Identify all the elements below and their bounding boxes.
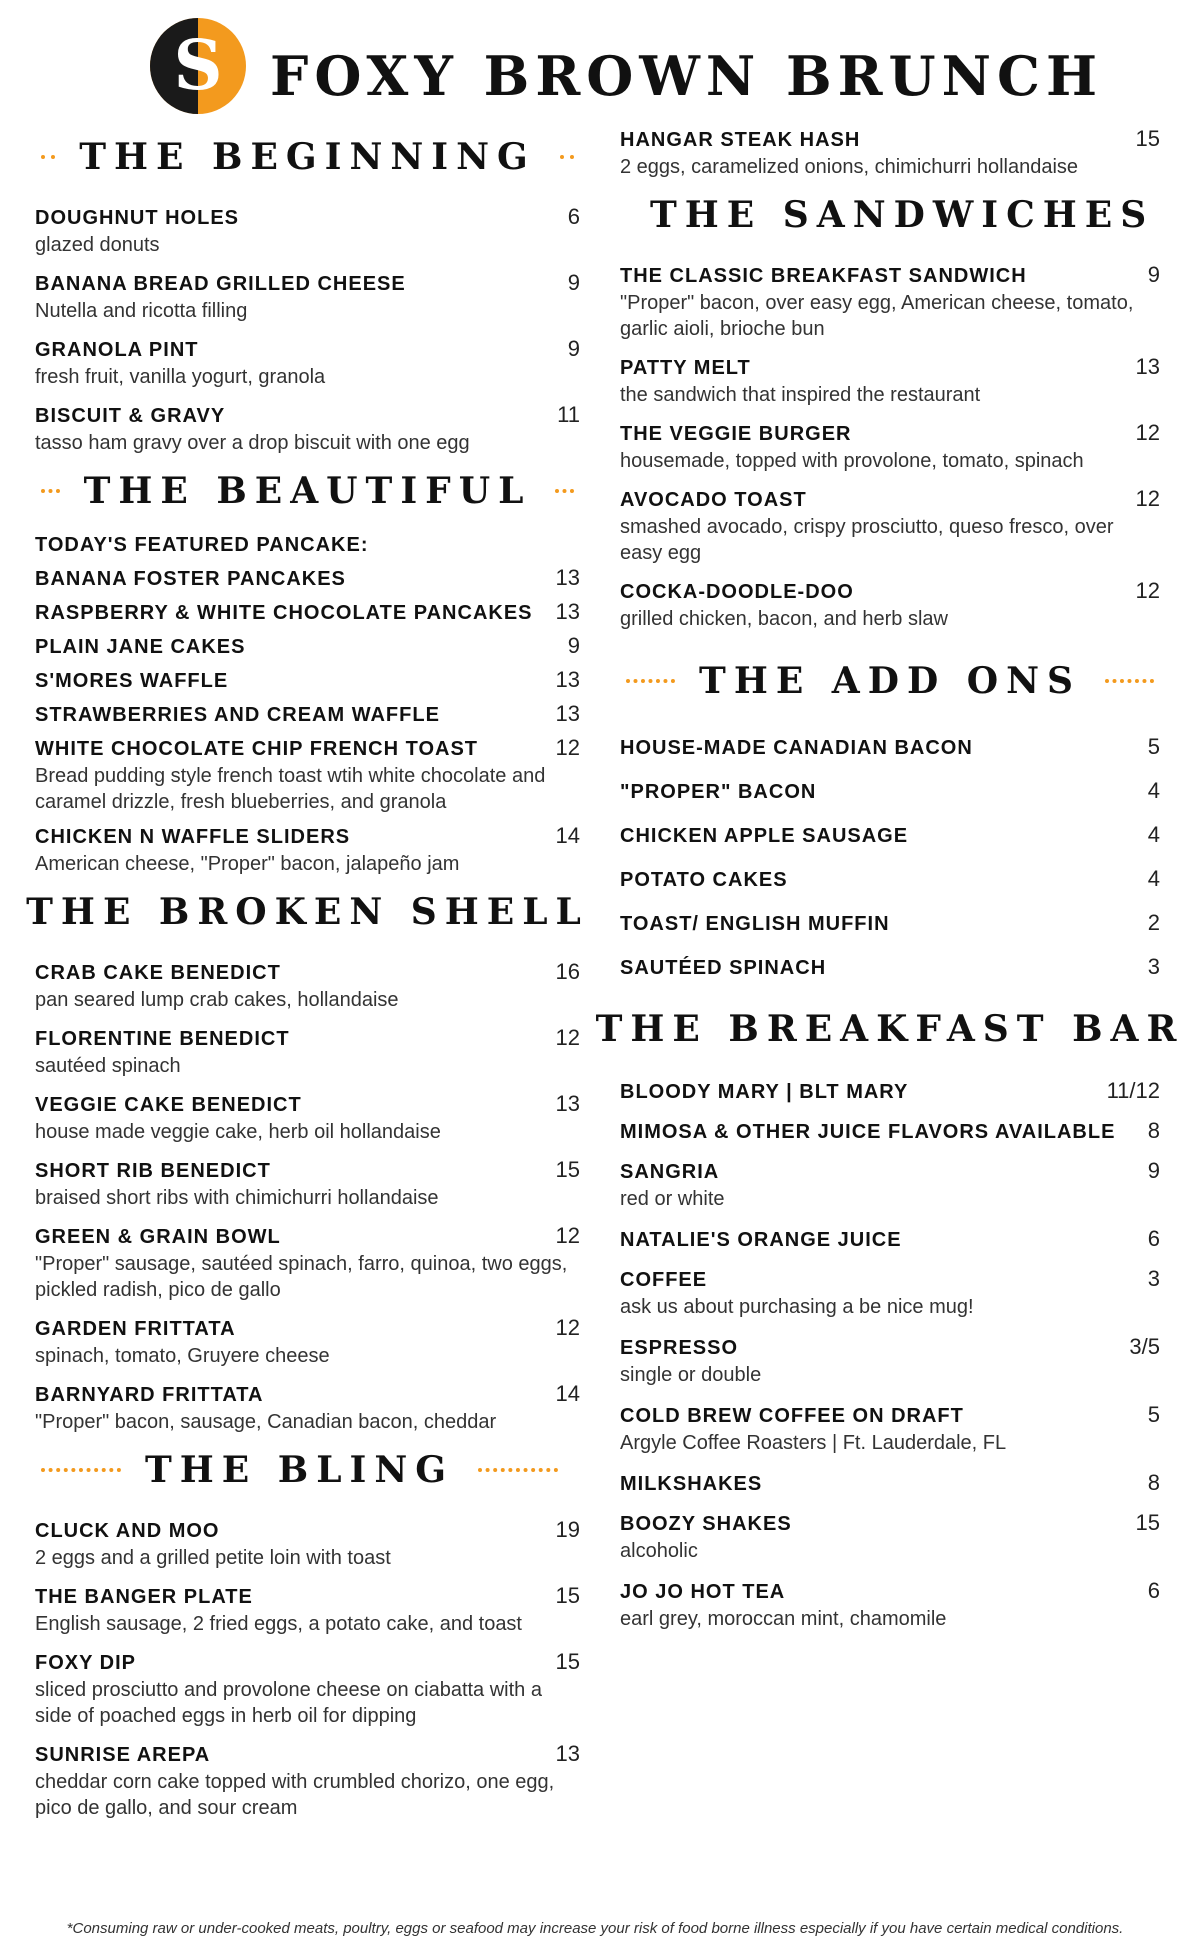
food-safety-disclaimer: *Consuming raw or under-cooked meats, poultry, eggs or seafood may increase your risk of food borne illness especially if you have certain medical conditions. — [66, 1920, 1124, 1937]
item-price: 13 — [1135, 354, 1160, 379]
item-name: COCKA-DOODLE-DOO — [620, 581, 854, 603]
item-name: ESPRESSO — [620, 1337, 739, 1359]
item-description: single or double — [620, 1364, 762, 1386]
section-title: THE SANDWICHES — [650, 194, 1155, 236]
menu-item — [35, 667, 580, 693]
menu-item — [620, 954, 1160, 980]
section-broken-shell — [26, 877, 589, 1435]
item-name: RASPBERRY & WHITE CHOCOLATE PANCAKES — [35, 602, 533, 624]
item-price: 6 — [567, 204, 580, 229]
dotted-divider — [41, 489, 60, 493]
item-name: COLD BREW COFFEE ON DRAFT — [620, 1405, 964, 1427]
menu-item — [35, 1157, 580, 1211]
item-name: TODAY'S FEATURED PANCAKE: — [35, 534, 369, 556]
item-description: "Proper" sausage, sautéed spinach, farro, quinoa, two eggs, pickled radish, pico de gallo — [35, 1253, 568, 1301]
section-title: THE BREAKFAST BAR — [595, 1008, 1185, 1050]
section-header — [26, 877, 589, 947]
item-price: 5 — [1147, 1402, 1160, 1427]
item-price: 15 — [1135, 1510, 1160, 1535]
item-name: BARNYARD FRITTATA — [35, 1384, 264, 1406]
item-price: 12 — [555, 1315, 580, 1340]
item-name: PATTY MELT — [620, 357, 751, 379]
menu-item — [35, 1741, 580, 1821]
item-name: FLORENTINE BENEDICT — [35, 1028, 290, 1050]
item-description: braised short ribs with chimichurri hollandaise — [35, 1187, 439, 1209]
menu-item — [35, 1583, 580, 1637]
item-price: 4 — [1147, 778, 1160, 803]
item-price: 12 — [555, 1025, 580, 1050]
item-list — [35, 959, 580, 1435]
fox-logo-icon — [150, 18, 246, 114]
item-name: SUNRISE AREPA — [35, 1744, 211, 1766]
menu-item — [35, 1649, 580, 1729]
menu-item — [35, 633, 580, 659]
menu-item — [620, 486, 1160, 566]
item-name: SHORT RIB BENEDICT — [35, 1160, 271, 1182]
menu-item — [35, 823, 580, 877]
item-name: THE CLASSIC BREAKFAST SANDWICH — [620, 265, 1027, 287]
item-price: 9 — [1147, 1158, 1160, 1183]
menu-item — [620, 354, 1160, 408]
right-column — [595, 122, 1185, 1632]
item-name: MILKSHAKES — [620, 1473, 763, 1495]
menu-item — [620, 126, 1160, 180]
item-list — [620, 734, 1160, 980]
item-description: 2 eggs, caramelized onions, chimichurri hollandaise — [620, 156, 1079, 178]
left-column — [26, 122, 589, 1821]
dotted-divider — [41, 155, 55, 159]
item-description: cheddar corn cake topped with crumbled chorizo, one egg, pico de gallo, and sour cream — [35, 1771, 555, 1819]
menu-header — [0, 0, 1190, 120]
item-list — [620, 262, 1160, 632]
section-header — [35, 122, 580, 192]
item-price: 15 — [555, 1157, 580, 1182]
item-price: 9 — [567, 633, 580, 658]
item-description: 2 eggs and a grilled petite loin with toast — [35, 1547, 391, 1569]
menu-item — [35, 959, 580, 1013]
item-price: 9 — [567, 336, 580, 361]
menu-item — [620, 1402, 1160, 1456]
item-price: 19 — [555, 1517, 580, 1542]
item-price: 15 — [1135, 126, 1160, 151]
item-description: "Proper" bacon, over easy egg, American cheese, tomato, garlic aioli, brioche bun — [620, 292, 1134, 340]
item-price: 14 — [555, 1381, 580, 1406]
menu-item — [620, 1510, 1160, 1564]
item-price: 3 — [1147, 1266, 1160, 1291]
dotted-divider — [478, 1468, 558, 1472]
menu-item — [620, 1158, 1160, 1212]
item-price: 3/5 — [1129, 1334, 1160, 1359]
menu-item — [35, 1517, 580, 1571]
item-price: 12 — [555, 1223, 580, 1248]
item-price: 4 — [1147, 866, 1160, 891]
menu-item — [620, 1226, 1160, 1252]
item-name: GREEN & GRAIN BOWL — [35, 1226, 281, 1248]
dotted-divider — [41, 1468, 121, 1472]
item-price: 5 — [1147, 734, 1160, 759]
item-description: alcoholic — [620, 1540, 698, 1562]
item-name: BOOZY SHAKES — [620, 1513, 792, 1535]
menu-item — [35, 270, 580, 324]
item-description: tasso ham gravy over a drop biscuit with one egg — [35, 432, 470, 454]
item-price: 11 — [557, 402, 580, 427]
menu-item — [35, 204, 580, 258]
menu-item — [35, 599, 580, 625]
menu-item — [620, 1118, 1160, 1144]
menu-item — [620, 1578, 1160, 1632]
item-description: house made veggie cake, herb oil hollandaise — [35, 1121, 441, 1143]
item-description: spinach, tomato, Gruyere cheese — [35, 1345, 330, 1367]
section-title: THE BEAUTIFUL — [83, 470, 532, 512]
item-description: pan seared lump crab cakes, hollandaise — [35, 989, 399, 1011]
item-name: BANANA FOSTER PANCAKES — [35, 568, 346, 590]
menu-item — [620, 822, 1160, 848]
item-name: THE BANGER PLATE — [35, 1586, 253, 1608]
item-list — [620, 1078, 1160, 1632]
item-name: COFFEE — [620, 1269, 708, 1291]
item-description: glazed donuts — [35, 234, 160, 256]
item-price: 13 — [555, 667, 580, 692]
item-name: CRAB CAKE BENEDICT — [35, 962, 281, 984]
item-price: 15 — [555, 1583, 580, 1608]
menu-item — [620, 420, 1160, 474]
item-name: BANANA BREAD GRILLED CHEESE — [35, 273, 406, 295]
item-list — [35, 1517, 580, 1821]
logo-glyph: S — [173, 26, 223, 106]
item-price: 12 — [555, 735, 580, 760]
item-name: HOUSE-MADE CANADIAN BACON — [620, 737, 973, 759]
item-price: 12 — [1135, 420, 1160, 445]
item-price: 16 — [555, 959, 580, 984]
section-beginning — [35, 122, 580, 456]
section-header — [595, 994, 1185, 1064]
section-title: THE BLING — [145, 1449, 455, 1491]
item-name: GARDEN FRITTATA — [35, 1318, 236, 1340]
item-price: 6 — [1147, 1578, 1160, 1603]
item-name: "PROPER" BACON — [620, 781, 817, 803]
item-list — [35, 204, 580, 456]
item-description: English sausage, 2 fried eggs, a potato cake, and toast — [35, 1613, 522, 1635]
item-price: 12 — [1135, 578, 1160, 603]
item-price: 8 — [1147, 1118, 1160, 1143]
item-description: ask us about purchasing a be nice mug! — [620, 1296, 974, 1318]
item-price: 2 — [1147, 910, 1160, 935]
item-description: red or white — [620, 1188, 725, 1210]
menu-item — [620, 910, 1160, 936]
menu-item — [35, 735, 580, 815]
section-sandwiches — [620, 180, 1160, 632]
item-price: 9 — [567, 270, 580, 295]
section-breakfast-bar — [595, 994, 1185, 1632]
section-title: THE BROKEN SHELL — [26, 891, 589, 933]
item-name: SAUTÉED SPINACH — [620, 957, 827, 979]
item-description: Nutella and ricotta filling — [35, 300, 248, 322]
item-price: 9 — [1147, 262, 1160, 287]
item-name: CHICKEN N WAFFLE SLIDERS — [35, 826, 351, 848]
dotted-divider — [560, 155, 574, 159]
item-name: FOXY DIP — [35, 1652, 136, 1674]
dotted-divider — [626, 679, 675, 683]
item-name: BLOODY MARY | BLT MARY — [620, 1081, 909, 1103]
menu-item — [620, 866, 1160, 892]
menu-item — [35, 402, 580, 456]
item-price: 11/12 — [1106, 1078, 1160, 1103]
item-description: housemade, topped with provolone, tomato, spinach — [620, 450, 1084, 472]
item-description: smashed avocado, crispy prosciutto, queso fresco, over easy egg — [620, 516, 1114, 564]
section-header — [35, 456, 580, 526]
dotted-divider — [555, 489, 574, 493]
dotted-divider — [1105, 679, 1154, 683]
restaurant-title: FOXY BROWN BRUNCH — [270, 44, 1104, 108]
menu-item — [620, 778, 1160, 804]
menu-item — [35, 565, 580, 591]
menu-item — [35, 1091, 580, 1145]
item-description: the sandwich that inspired the restaurant — [620, 384, 981, 406]
section-header — [35, 1435, 580, 1505]
item-name: WHITE CHOCOLATE CHIP FRENCH TOAST — [35, 738, 478, 760]
menu-item — [620, 734, 1160, 760]
item-name: GRANOLA PINT — [35, 339, 199, 361]
menu-item — [620, 1078, 1160, 1104]
item-description: "Proper" bacon, sausage, Canadian bacon, cheddar — [35, 1411, 497, 1433]
item-description: earl grey, moroccan mint, chamomile — [620, 1608, 947, 1630]
item-description: American cheese, "Proper" bacon, jalapeño jam — [35, 853, 460, 875]
item-name: S'MORES WAFFLE — [35, 670, 229, 692]
item-description: grilled chicken, bacon, and herb slaw — [620, 608, 948, 630]
section-bling — [35, 1435, 580, 1821]
item-price: 8 — [1147, 1470, 1160, 1495]
menu-item — [620, 1470, 1160, 1496]
item-name: POTATO CAKES — [620, 869, 788, 891]
menu-item — [35, 1025, 580, 1079]
section-header — [620, 180, 1160, 250]
item-price: 13 — [555, 599, 580, 624]
menu-item — [35, 534, 580, 557]
item-list — [35, 534, 580, 877]
item-price: 4 — [1147, 822, 1160, 847]
item-description: fresh fruit, vanilla yogurt, granola — [35, 366, 326, 388]
item-name: THE VEGGIE BURGER — [620, 423, 852, 445]
item-name: CLUCK AND MOO — [35, 1520, 220, 1542]
item-description: sautéed spinach — [35, 1055, 181, 1077]
item-name: DOUGHNUT HOLES — [35, 207, 239, 229]
item-price: 13 — [555, 565, 580, 590]
item-name: BISCUIT & GRAVY — [35, 405, 226, 427]
item-name: NATALIE'S ORANGE JUICE — [620, 1229, 902, 1251]
item-name: VEGGIE CAKE BENEDICT — [35, 1094, 302, 1116]
item-name: SANGRIA — [620, 1161, 720, 1183]
menu-item — [35, 1223, 580, 1303]
section-add-ons — [620, 646, 1160, 980]
section-beautiful — [35, 456, 580, 877]
section-header — [620, 646, 1160, 716]
item-name: MIMOSA & OTHER JUICE FLAVORS AVAILABLE — [620, 1121, 1116, 1143]
item-description: sliced prosciutto and provolone cheese on ciabatta with a side of poached eggs in herb oil for dipping — [35, 1679, 542, 1727]
item-price: 14 — [555, 823, 580, 848]
menu-item — [35, 701, 580, 727]
item-price: 13 — [555, 701, 580, 726]
item-name: JO JO HOT TEA — [620, 1581, 786, 1603]
menu-item — [620, 578, 1160, 632]
menu-item — [620, 262, 1160, 342]
item-name: STRAWBERRIES AND CREAM WAFFLE — [35, 704, 440, 726]
menu-item — [35, 1381, 580, 1435]
menu-item — [35, 336, 580, 390]
section-title: THE ADD ONS — [699, 660, 1081, 702]
item-price: 15 — [555, 1649, 580, 1674]
menu-item — [35, 1315, 580, 1369]
menu-item — [620, 1266, 1160, 1320]
item-price: 13 — [555, 1741, 580, 1766]
item-price: 3 — [1147, 954, 1160, 979]
item-price: 13 — [555, 1091, 580, 1116]
item-name: HANGAR STEAK HASH — [620, 129, 861, 151]
item-name: PLAIN JANE CAKES — [35, 636, 246, 658]
menu-item — [620, 1334, 1160, 1388]
item-description: Argyle Coffee Roasters | Ft. Lauderdale, FL — [620, 1432, 1007, 1454]
item-name: TOAST/ ENGLISH MUFFIN — [620, 913, 890, 935]
item-name: AVOCADO TOAST — [620, 489, 807, 511]
section-title: THE BEGINNING — [79, 136, 536, 178]
item-price: 12 — [1135, 486, 1160, 511]
item-price: 6 — [1147, 1226, 1160, 1251]
item-name: CHICKEN APPLE SAUSAGE — [620, 825, 909, 847]
item-description: Bread pudding style french toast wtih white chocolate and caramel drizzle, fresh blueberries, and granola — [35, 765, 546, 813]
